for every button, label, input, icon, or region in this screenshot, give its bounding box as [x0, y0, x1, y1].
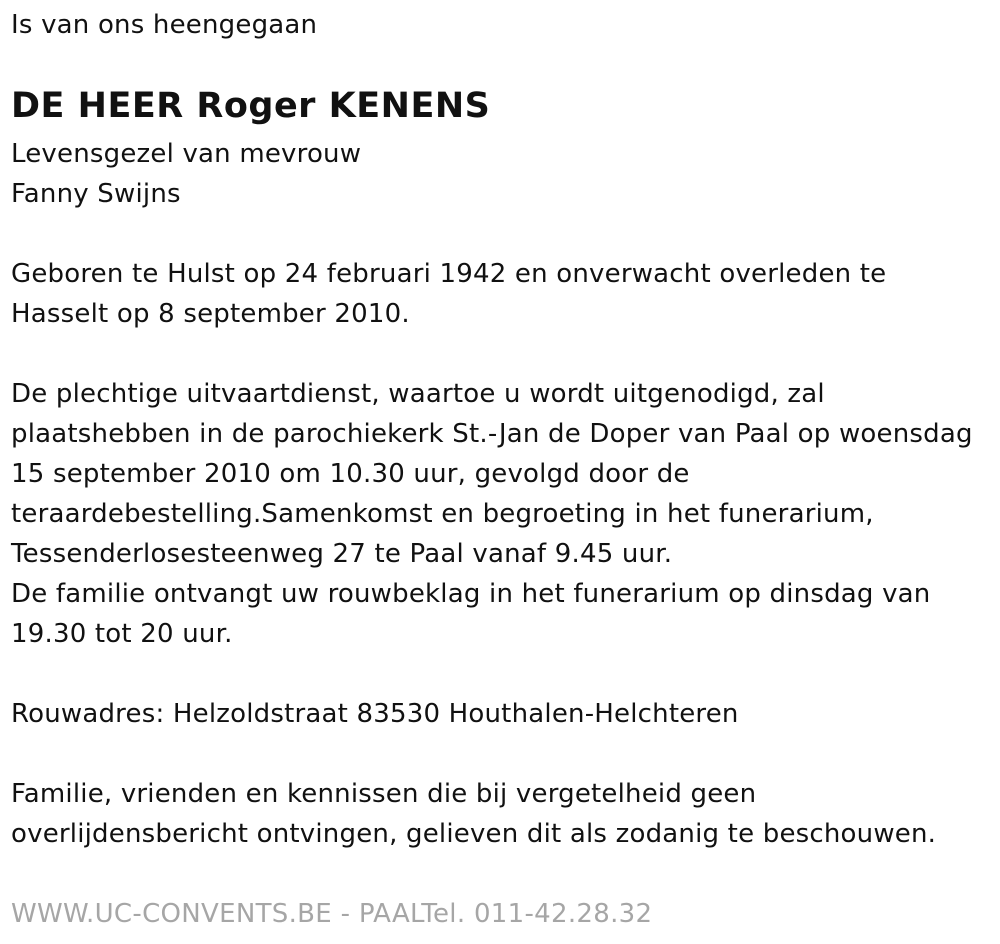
deceased-name: DE HEER Roger KENENS: [11, 86, 491, 126]
ceremony-line: teraardebestelling.Samenkomst en begroeting in het funerarium,: [11, 499, 874, 529]
intro-text: Is van ons heengegaan: [11, 10, 318, 40]
ceremony-line: De plechtige uitvaartdienst, waartoe u wordt uitgenodigd, zal: [11, 379, 825, 409]
ceremony-line: De familie ontvangt uw rouwbeklag in het funerarium op dinsdag van: [11, 579, 931, 609]
partner-line-2: Fanny Swijns: [11, 179, 181, 209]
ceremony-line: 19.30 tot 20 uur.: [11, 619, 233, 649]
footer-contact: WWW.UC-CONVENTS.BE - PAALTel. 011-42.28.32: [11, 899, 653, 929]
birth-death-line: Hasselt op 8 september 2010.: [11, 299, 410, 329]
partner-line-1: Levensgezel van mevrouw: [11, 139, 362, 169]
closing-line: Familie, vrienden en kennissen die bij vergetelheid geen: [11, 779, 757, 809]
mourning-address: Rouwadres: Helzoldstraat 83530 Houthalen-Helchteren: [11, 699, 739, 729]
ceremony-line: Tessenderlosesteenweg 27 te Paal vanaf 9.45 uur.: [11, 539, 673, 569]
closing-line: overlijdensbericht ontvingen, gelieven dit als zodanig te beschouwen.: [11, 819, 937, 849]
ceremony-line: plaatshebben in de parochiekerk St.-Jan de Doper van Paal op woensdag: [11, 419, 973, 449]
birth-death-line: Geboren te Hulst op 24 februari 1942 en onverwacht overleden te: [11, 259, 887, 289]
ceremony-line: 15 september 2010 om 10.30 uur, gevolgd door de: [11, 459, 690, 489]
